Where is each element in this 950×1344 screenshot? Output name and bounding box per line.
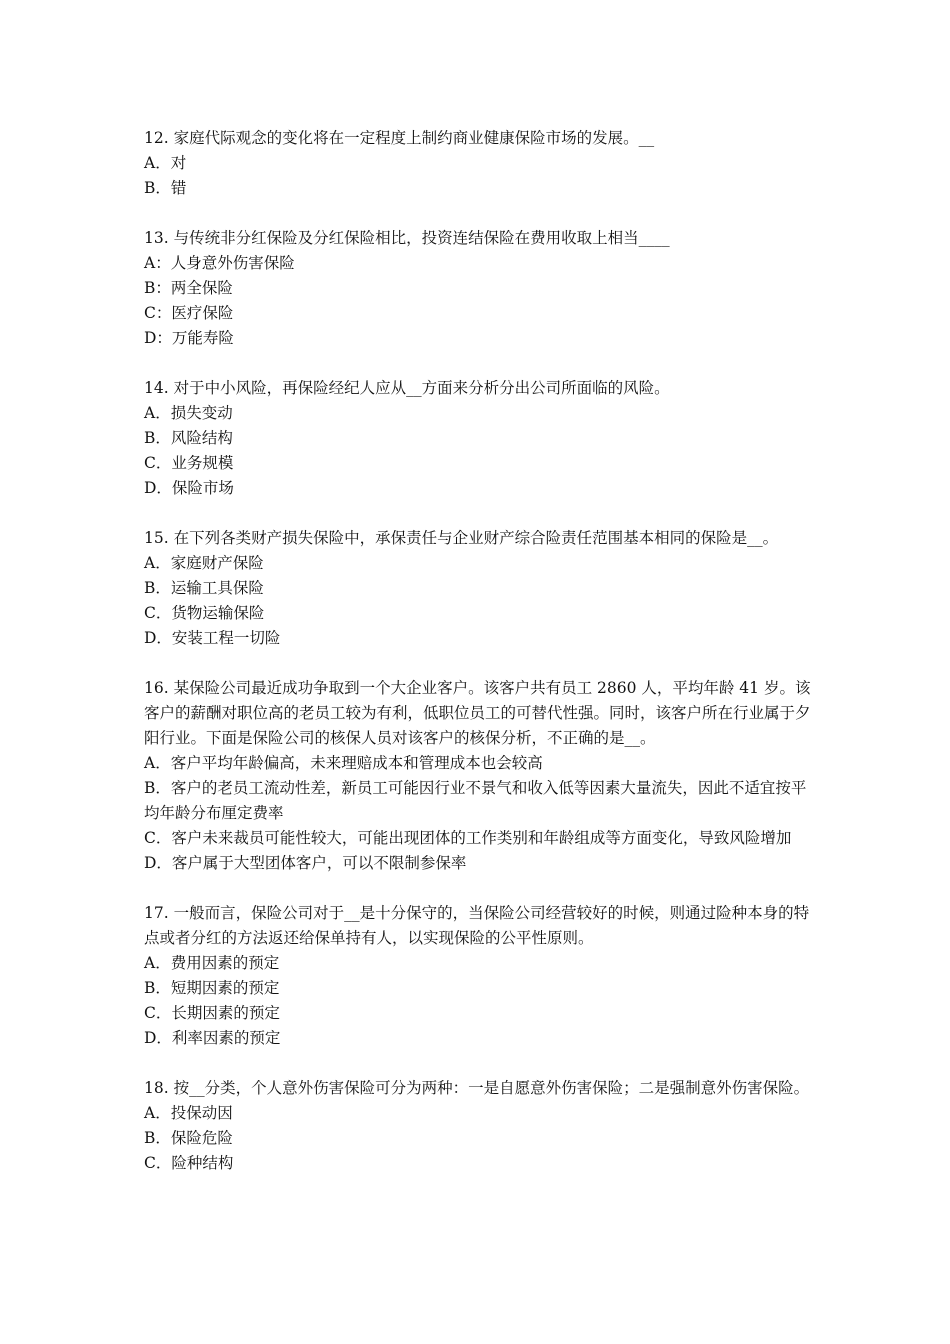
option-b: B：两全保险 xyxy=(144,279,233,297)
option-a: A．家庭财产保险 xyxy=(144,554,264,572)
question-stem: 17. 一般而言，保险公司对于__是十分保守的，当保险公司经营较好的时候，则通过险种本身的特点或者分红的方法返还给保单持有人，以实现保险的公平性原则。 xyxy=(144,904,810,947)
option-d: D．安装工程一切险 xyxy=(144,629,281,647)
question-stem: 18. 按__分类，个人意外伤害保险可分为两种：一是自愿意外伤害保险；二是强制意外伤害保险。 xyxy=(144,1079,810,1097)
question-16 xyxy=(144,676,820,876)
question-stem: 13. 与传统非分红保险及分红保险相比，投资连结保险在费用收取上相当____ xyxy=(144,229,670,247)
option-d: D．保险市场 xyxy=(144,479,234,497)
option-c: C．业务规模 xyxy=(144,454,234,472)
question-list xyxy=(144,126,820,1201)
option-a: A．对 xyxy=(144,154,187,172)
option-b: B．错 xyxy=(144,179,187,197)
question-12 xyxy=(144,126,820,201)
question-17 xyxy=(144,901,820,1051)
option-d: D．客户属于大型团体客户，可以不限制参保率 xyxy=(144,854,467,872)
option-b: B．客户的老员工流动性差，新员工可能因行业不景气和收入低等因素大量流失，因此不适宜按平均年龄分布厘定费率 xyxy=(144,779,807,822)
option-a: A．客户平均年龄偏高，未来理赔成本和管理成本也会较高 xyxy=(144,754,543,772)
option-a: A．损失变动 xyxy=(144,404,233,422)
question-14 xyxy=(144,376,820,501)
option-d: D．利率因素的预定 xyxy=(144,1029,281,1047)
option-a: A：人身意外伤害保险 xyxy=(144,254,295,272)
option-a: A．投保动因 xyxy=(144,1104,233,1122)
option-c: C：医疗保险 xyxy=(144,304,234,322)
option-b: B．保险危险 xyxy=(144,1129,233,1147)
question-stem: 14. 对于中小风险，再保险经纪人应从__方面来分析分出公司所面临的风险。 xyxy=(144,379,670,397)
option-b: B．短期因素的预定 xyxy=(144,979,280,997)
option-c: C．货物运输保险 xyxy=(144,604,265,622)
question-18 xyxy=(144,1076,820,1176)
question-stem: 15. 在下列各类财产损失保险中，承保责任与企业财产综合险责任范围基本相同的保险是__。 xyxy=(144,529,779,547)
question-15 xyxy=(144,526,820,651)
question-stem: 12. 家庭代际观念的变化将在一定程度上制约商业健康保险市场的发展。__ xyxy=(144,129,655,147)
question-13 xyxy=(144,226,820,351)
option-a: A．费用因素的预定 xyxy=(144,954,280,972)
option-d: D：万能寿险 xyxy=(144,329,234,347)
option-c: C．客户未来裁员可能性较大，可能出现团体的工作类别和年龄组成等方面变化，导致风险增加 xyxy=(144,829,792,847)
option-b: B．风险结构 xyxy=(144,429,233,447)
option-c: C．长期因素的预定 xyxy=(144,1004,280,1022)
option-c: C．险种结构 xyxy=(144,1154,234,1172)
option-b: B．运输工具保险 xyxy=(144,579,264,597)
question-stem: 16. 某保险公司最近成功争取到一个大企业客户。该客户共有员工 2860 人，平均年龄 41 岁。该客户的薪酬对职位高的老员工较为有利，低职位员工的可替代性强。同时，该客户所在行业属于夕阳行业。下面是保险公司的核保人员对该客户的核保分析，不正确的是__。 xyxy=(144,679,811,747)
